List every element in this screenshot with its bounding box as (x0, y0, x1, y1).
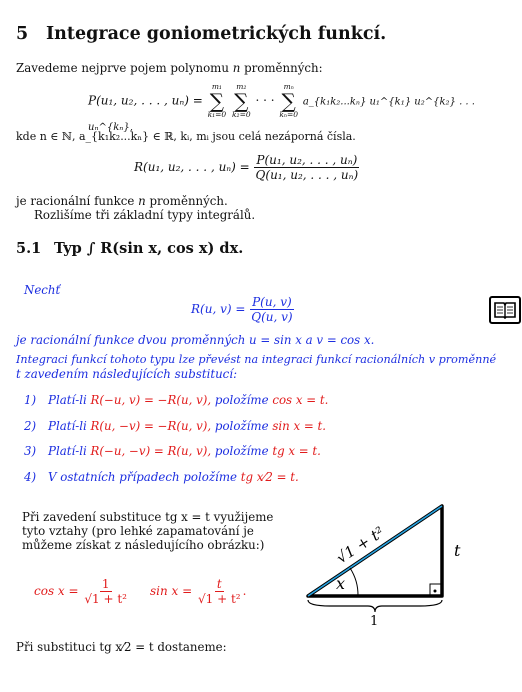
sum-symbol: m₂ ∑ k₂=0 (232, 82, 251, 119)
hypotenuse-label: √1 + t² (332, 523, 388, 568)
subst-text: Při zavedení substituce tg x = t využijeme tyto vztahy (pro lehké zapamatování je můžeme získat z následujícího obrázku:) (22, 510, 274, 552)
distinguish-text: Rozlišíme tři základní typy integrálů. (34, 208, 256, 222)
sin-formula: sin x = $\frac{t}{\text{√1 + t²}}$ . (150, 577, 247, 606)
cos-formula: cos x = $\frac{1}{\text{√1 + t²}}$ (34, 577, 127, 606)
rational-text: je racionální funkce n proměnných. (16, 194, 228, 208)
list-item: 1) Platí-li R(−u, v) = −R(u, v), položíme cos x = t. (24, 393, 329, 407)
book-icon[interactable] (489, 296, 521, 324)
list-item: 2) Platí-li R(u, −v) = −R(u, v), položíme sin x = t. (24, 419, 327, 433)
sum-symbol: mₙ ∑ kₙ=0 (279, 82, 298, 119)
list-item: 4) V ostatních případech položíme tg x⁄2 = t. (24, 470, 299, 484)
section-title: 5 Integrace goniometrických funkcí. (16, 24, 387, 44)
angle-label: x (336, 574, 346, 593)
list-item: 3) Platí-li R(−u, −v) = R(u, v), položíme tg x = t. (24, 444, 321, 458)
convert-line-1: Integraci funkcí tohoto typu lze převést na integraci funkcí racionálních v proměnné (16, 353, 497, 366)
sum-symbol: m₁ ∑ k₁=0 (207, 82, 227, 119)
angle-arc (350, 568, 358, 596)
where-text: kde n ∈ ℕ, a_{k₁k₂...kₙ} ∈ ℝ, kᵢ, mᵢ jsou celá nezáporná čísla. (16, 130, 356, 143)
base-brace (308, 600, 442, 612)
ruv-formula: R(u, v) = $\frac{P(u, v)}{Q(u, v)}$ (191, 295, 293, 324)
let-text: Nechť (24, 283, 61, 297)
leg-label: t (454, 541, 461, 560)
rational-formula: R(u₁, u₂, . . . , uₙ) = $\frac{\text{P(u₁, u₂, . . . , uₙ)}}{\text{Q(u₁, u₂, . . . , uₙ)}}$ (134, 153, 359, 182)
final-text: Při substituci tg x⁄2 = t dostaneme: (16, 640, 227, 654)
triangle-figure (300, 500, 510, 630)
subsection-title: 5.1 Typ ∫ R(sin x, cos x) dx. (16, 240, 244, 257)
convert-line-2: t zavedením následujících substitucí: (16, 367, 238, 381)
intro-text: Zavedeme nejprve pojem polynomu n proměnných: (16, 61, 323, 75)
rational-line: je racionální funkce dvou proměnných u = sin x a v = cos x. (16, 333, 375, 347)
base-label: 1 (370, 614, 379, 629)
polynomial-formula: P(u₁, u₂, . . . , uₙ) = m₁ ∑ k₁=0 m₂ ∑ k₂=0 · · · mₙ ∑ kₙ=0 a_{k₁k₂...kₙ} u₁^{k₁} u₂^{k₂} . . . uₙ^{kₙ}, (88, 82, 475, 133)
